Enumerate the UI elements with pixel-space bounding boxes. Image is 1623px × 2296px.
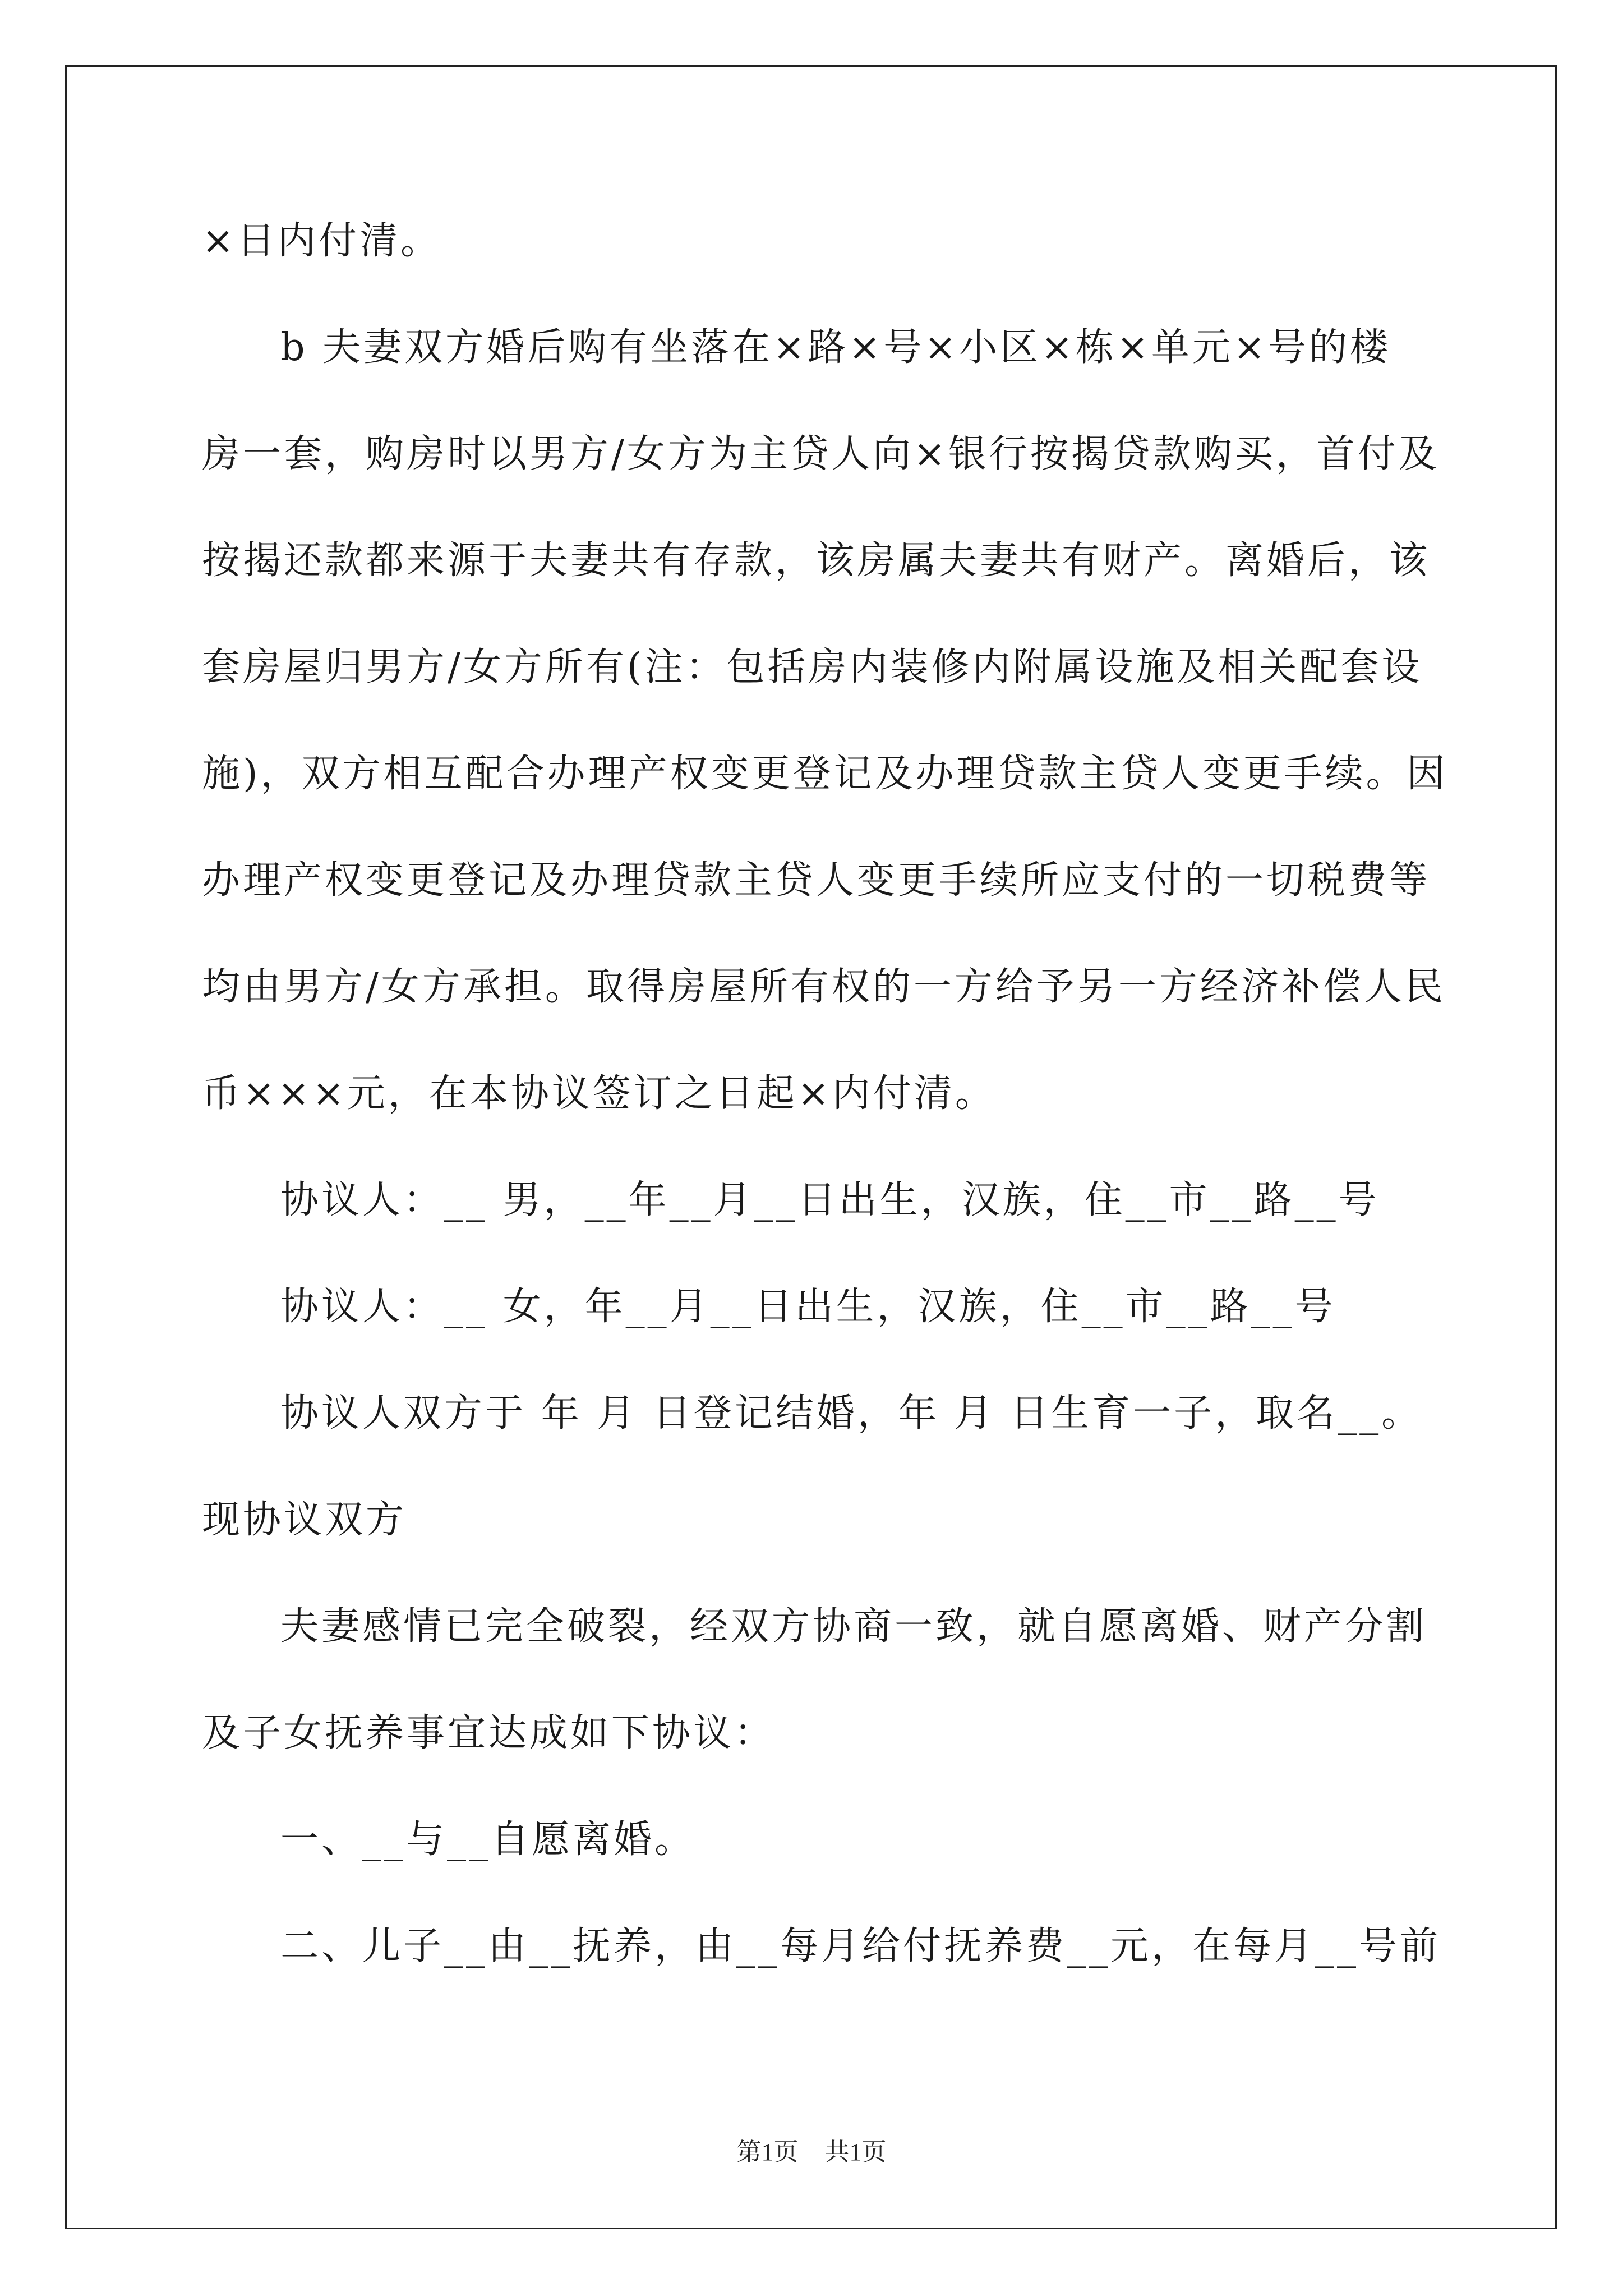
- text-line: 一、__与__自愿离婚。: [280, 1818, 696, 1862]
- text-line: 二、儿子__由__抚养，由__每月给付抚养费__元，在每月__号前: [280, 1924, 1441, 1968]
- text-line: b 夫妻双方婚后购有坐落在×路×号×小区×栋×单元×号的楼: [280, 325, 1391, 370]
- text-line: 均由男方/女方承担。取得房屋所有权的一方给予另一方经济补偿人民: [202, 965, 1446, 1009]
- text-line: 协议人双方于 年 月 日登记结婚，年 月 日生育一子，取名__。: [280, 1391, 1423, 1435]
- text-line: 办理产权变更登记及办理贷款主贷人变更手续所应支付的一切税费等: [202, 858, 1431, 903]
- text-line: 按揭还款都来源于夫妻共有存款，该房属夫妻共有财产。离婚后，该: [202, 539, 1431, 583]
- page-number: 第1页: [736, 2138, 799, 2166]
- text-line: 币×××元，在本协议签订之日起×内付清。: [202, 1071, 996, 1116]
- text-line: 施)，双方相互配合办理产权变更登记及办理贷款主贷人变更手续。因: [202, 752, 1448, 796]
- page-footer: [0, 2132, 1623, 2168]
- text-line: 套房屋归男方/女方所有(注：包括房内装修内附属设施及相关配套设: [202, 645, 1423, 689]
- text-line: 及子女抚养事宜达成如下协议：: [202, 1711, 776, 1755]
- text-line: 协议人：__ 女，年__月__日出生，汉族，住__市__路__号: [280, 1285, 1336, 1329]
- text-line: 夫妻感情已完全破裂，经双方协商一致，就自愿离婚、财产分割: [280, 1604, 1427, 1649]
- text-line: 现协议双方: [202, 1498, 407, 1542]
- page-total: 共1页: [824, 2138, 887, 2166]
- text-line: 房一套，购房时以男方/女方为主贷人向×银行按揭贷款购买，首付及: [202, 432, 1440, 476]
- text-line: ×日内付清。: [202, 219, 441, 263]
- document-body: [202, 199, 1448, 2011]
- text-line: 协议人：__ 男，__年__月__日出生，汉族，住__市__路__号: [280, 1178, 1380, 1222]
